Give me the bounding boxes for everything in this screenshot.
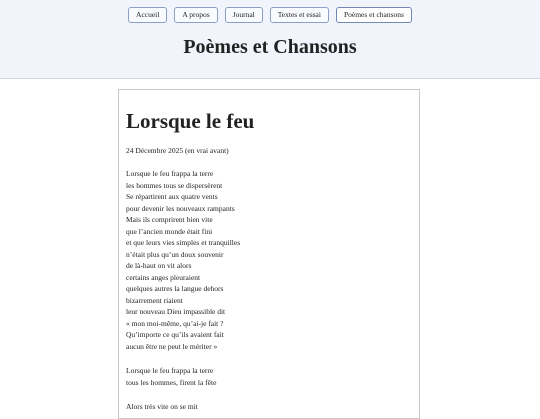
nav-accueil[interactable]: Accueil (128, 7, 167, 23)
nav-textes-et-essai[interactable]: Textes et essai (270, 7, 329, 23)
nav-journal[interactable]: Journal (225, 7, 263, 23)
poem-line: Qu’importe ce qu’ils avaient fait (126, 330, 224, 339)
poem-line: Lorsque le feu frappa la terre (126, 366, 214, 375)
poem-line: aucun être ne peut le mériter » (126, 341, 218, 351)
nav-poemes-et-chansons[interactable]: Poèmes et chansons (336, 7, 412, 23)
poem-line: Alors très vite on se mit (126, 402, 198, 411)
poem-line: Mais ils comprirent bien vite (126, 215, 213, 224)
poem-line: et que leurs vies simples et tranquilles (126, 238, 241, 247)
poem-title: Lorsque le feu (126, 109, 255, 133)
poem-card (118, 89, 420, 419)
poem-line: que l’ancien monde était fini (126, 226, 213, 236)
poem-line: certains anges pleuraient (126, 272, 201, 282)
poem-line: pour devenir les nouveaux rampants (126, 203, 235, 213)
poem-line: quelques autres la langue dehors (126, 284, 224, 293)
page-title: Poèmes et Chansons (183, 36, 357, 58)
poem-line: n’était plus qu’un doux souvenir (126, 249, 224, 259)
poem-line: leur nouveau Dieu impassible dit (126, 307, 226, 316)
site-header (0, 0, 540, 79)
poem-line: de là-haut on vit alors (126, 261, 192, 270)
nav-a-propos[interactable]: A propos (174, 7, 217, 23)
poem-line: Lorsque le feu frappa la terre (126, 169, 214, 178)
poem-line: tous les hommes, firent la fête (126, 377, 217, 387)
poem-stanza (126, 168, 412, 352)
poem-line: Se répartirent aux quatre vents (126, 192, 218, 201)
poem-line: « mon moi-même, qu’ai-je fait ? (126, 318, 224, 328)
poem-stanza (126, 365, 412, 388)
poem-line: les hommes tous se dispersèrent (126, 180, 223, 190)
poem-line: bizarrement riaient (126, 295, 183, 305)
poem-stanza (126, 401, 412, 413)
main-nav (0, 7, 540, 23)
poem-date: 24 Décembre 2025 (en vrai avant) (126, 146, 229, 155)
